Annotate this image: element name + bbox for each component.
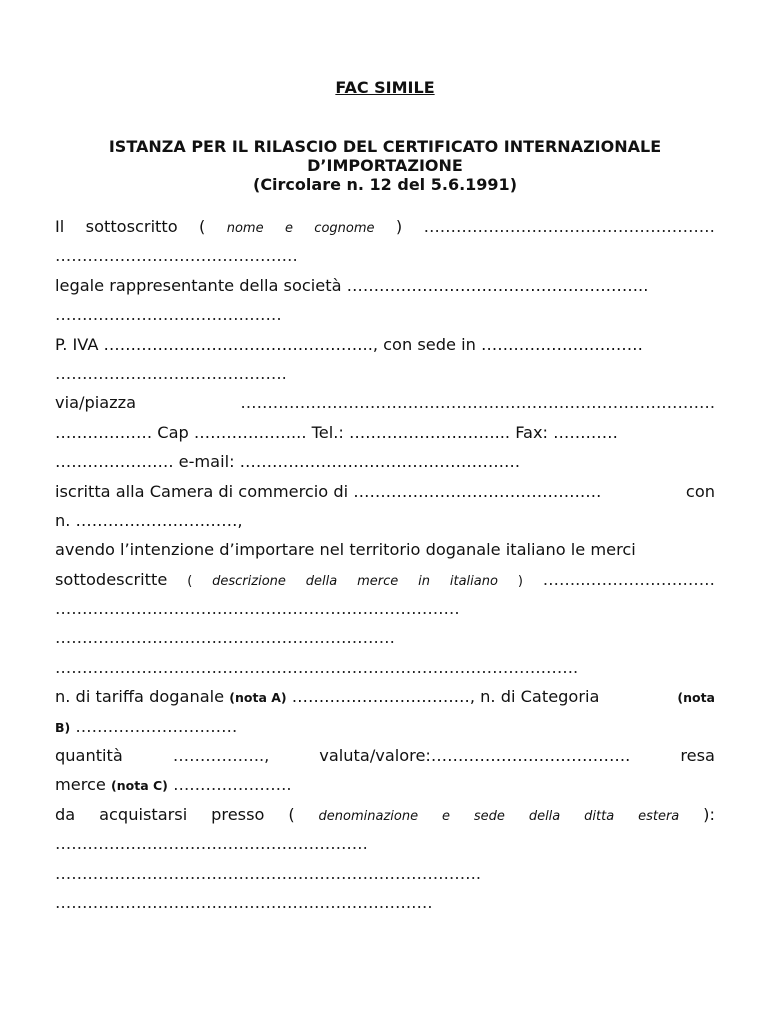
hint-nome: nome (226, 221, 264, 236)
form-line-cap-tel-fax[interactable]: ……………… Cap ………………... Tel.: ………………………... Fax: ………… (55, 422, 618, 442)
paren-open: ( (199, 217, 206, 236)
form-line-resa-merce (55, 770, 715, 799)
form-line-camera-commercio (55, 477, 715, 506)
nota-a: (nota A) (229, 690, 287, 706)
hint-ditta: ditta (584, 808, 615, 824)
hint-estera: estera (638, 808, 680, 824)
hint-italiano: italiano (449, 573, 498, 589)
paren-open: ( (187, 573, 193, 589)
form-line-email[interactable]: …………………. e-mail: ……………………………………………. (55, 452, 521, 472)
subtitle-line-3: (Circolare n. 12 del 5.6.1991) (253, 175, 517, 194)
hint-e: e (284, 221, 293, 236)
fill-field-via[interactable]: ……………………………………………………………………………. (240, 393, 715, 413)
hint-denominazione: denominazione (318, 808, 419, 824)
fill-field-categoria[interactable]: ………………………… (75, 716, 238, 736)
fill-field-descrizione[interactable]: ……..…………………… (542, 569, 715, 589)
hint-cognome: cognome (314, 221, 375, 236)
label-resa: resa (680, 746, 715, 766)
label-merce: merce (55, 775, 106, 795)
nota-b-close: B) (55, 719, 71, 735)
form-line-acquistarsi (55, 800, 715, 829)
form-line-intenzione: avendo l’intenzione d’importare nel territorio doganale italiano le merci (55, 540, 636, 560)
fill-field-name[interactable]: ……………………………………………… (423, 217, 715, 236)
form-line-tariffa (55, 682, 715, 711)
fill-field-company-cont[interactable]: …………………………………… (55, 305, 282, 325)
fill-field-ditta-estera-2[interactable]: ……………………………………………………………………. (55, 863, 482, 883)
label-quantita: quantità (55, 746, 123, 766)
subtitle-line-2: D’IMPORTAZIONE (307, 156, 463, 175)
hint-in: in (418, 573, 430, 589)
hint-della: della (528, 808, 561, 824)
tariffa-group (55, 682, 599, 711)
paren-close: ) (395, 217, 403, 236)
hint-sede: sede (473, 808, 505, 824)
text-acquistarsi: acquistarsi (99, 804, 188, 824)
text-presso: presso (211, 804, 265, 824)
text-sottodescritte: sottodescritte (55, 569, 168, 589)
text-da: da (55, 804, 76, 824)
document-title: FAC SIMILE (335, 78, 435, 97)
hint-della: della (305, 573, 338, 589)
fill-field-tariffa[interactable]: ……………………………, n. di Categoria (291, 687, 600, 707)
hint-e: e (442, 808, 450, 824)
subtitle-line-1: ISTANZA PER IL RILASCIO DEL CERTIFICATO INTERNAZIONALE (108, 137, 662, 156)
form-line-via (55, 388, 715, 417)
fill-field-descrizione-cont-2[interactable]: ……………………………………………………… (55, 628, 395, 648)
hint-merce: merce (357, 573, 399, 589)
form-line-piva[interactable]: P. IVA ………………………………………….., con sede in ………………………… (55, 334, 643, 354)
fill-field-sede-cont[interactable]: ……………………………………. (55, 363, 287, 383)
fill-field-camera[interactable]: iscritta alla Camera di commercio di ………………………………………. (55, 481, 602, 501)
paren-close: ): (703, 804, 715, 824)
fill-field-numero[interactable]: n. …………………………, (55, 510, 243, 530)
text-sottoscritto: sottoscritto (85, 217, 178, 236)
fill-field-resa[interactable]: …………………. (173, 775, 292, 795)
nota-c: (nota C) (111, 778, 168, 794)
label-via-piazza: via/piazza (55, 393, 137, 413)
paren-open: ( (288, 804, 295, 824)
form-line-legale[interactable]: legale rappresentante della società ……………………………………………….. (55, 275, 649, 295)
fill-field-descrizione-cont-1[interactable]: ………………………………………………………………… (55, 599, 460, 619)
fill-field-ditta-estera-1[interactable]: …………………………………………………. (55, 834, 368, 854)
hint-descrizione: descrizione (212, 573, 286, 589)
label-tariffa: n. di tariffa doganale (55, 687, 225, 707)
form-line-quantita (55, 741, 715, 770)
fill-field-name-cont[interactable]: ……………………………………… (55, 246, 298, 266)
fill-field-ditta-estera-3[interactable]: ……………………………………………………………. (55, 892, 433, 912)
form-line-1 (55, 212, 715, 241)
fill-field-quantita[interactable]: …………….., (172, 746, 270, 766)
paren-close: ) (517, 573, 523, 589)
text-il: Il (55, 217, 65, 236)
form-body (55, 212, 715, 917)
form-line-sottodescritte (55, 565, 715, 594)
text-con: con (685, 481, 715, 501)
document-subtitle (0, 137, 770, 194)
form-line-categoria (55, 712, 715, 741)
fill-field-valuta-valore[interactable]: valuta/valore:………………………………. (319, 746, 631, 766)
nota-b-open: (nota (677, 690, 715, 706)
fill-field-descrizione-cont-3[interactable]: ……………………………………………………………………………………. (55, 657, 579, 677)
